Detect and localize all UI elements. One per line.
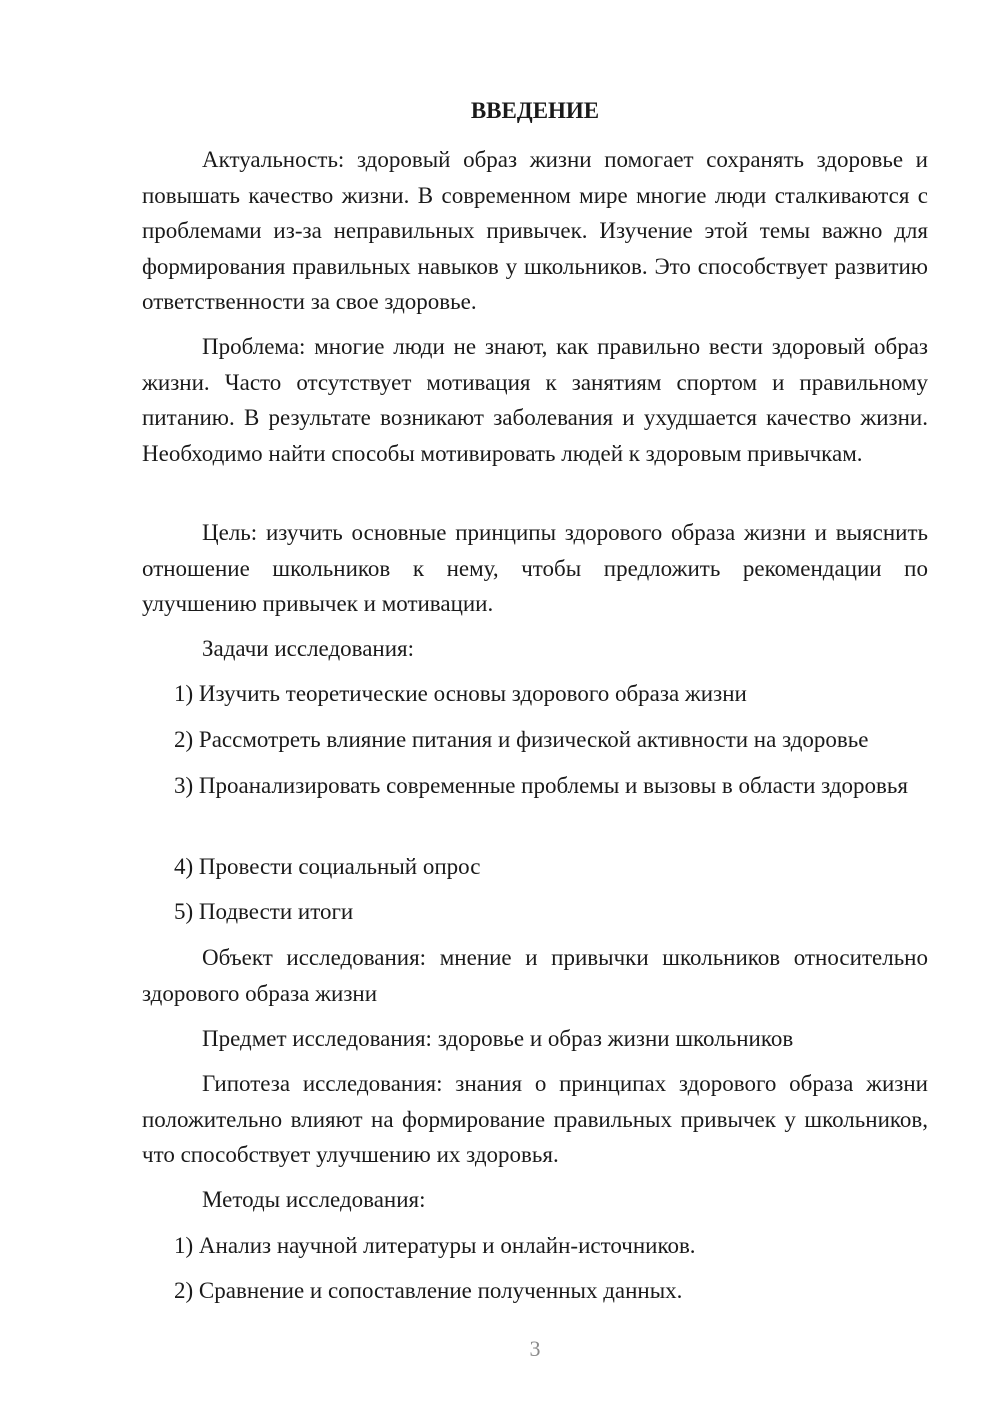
relevance-paragraph: Актуальность: здоровый образ жизни помогает сохранять здоровье и повышать качество жизни. В современном мире многие люди сталкиваются с проблемами из-за неправильных привычек. Изучение этой темы важно для формирования правильных навыков у школьников. Это способствует развитию ответственности за свое здоровье. [142,147,928,314]
hypothesis-paragraph: Гипотеза исследования: знания о принципах здорового образа жизни положительно влияют на формирование правильных привычек у школьников, что способствует улучшению их здоровья. [142,1071,928,1167]
method-item-2: 2) Сравнение и сопоставление полученных данных. [174,1278,683,1303]
task-item-3: 3) Проанализировать современные проблемы и вызовы в области здоровья [174,773,908,798]
task-item-5: 5) Подвести итоги [174,899,354,924]
task-item-1: 1) Изучить теоретические основы здорового образа жизни [174,681,747,706]
section-title: ВВЕДЕНИЕ [470,98,600,123]
problem-paragraph: Проблема: многие люди не знают, как правильно вести здоровый образ жизни. Часто отсутствует мотивация к занятиям спортом и правильному питанию. В результате возникают заболевания и ухудшается качество жизни. Необходимо найти способы мотивировать людей к здоровым привычкам. [142,334,928,466]
task-item-4: 4) Провести социальный опрос [174,854,481,879]
task-item-2: 2) Рассмотреть влияние питания и физической активности на здоровье [174,727,869,752]
page-number: 3 [529,1336,541,1361]
tasks-heading: Задачи исследования: [202,636,415,661]
method-item-1: 1) Анализ научной литературы и онлайн-источников. [174,1233,696,1258]
object-paragraph: Объект исследования: мнение и привычки школьников относительно здорового образа жизни [142,945,928,1006]
methods-heading: Методы исследования: [202,1187,426,1212]
subject-paragraph: Предмет исследования: здоровье и образ жизни школьников [202,1026,794,1051]
goal-paragraph: Цель: изучить основные принципы здорового образа жизни и выяснить отношение школьников к нему, чтобы предложить рекомендации по улучшению привычек и мотивации. [142,520,928,616]
